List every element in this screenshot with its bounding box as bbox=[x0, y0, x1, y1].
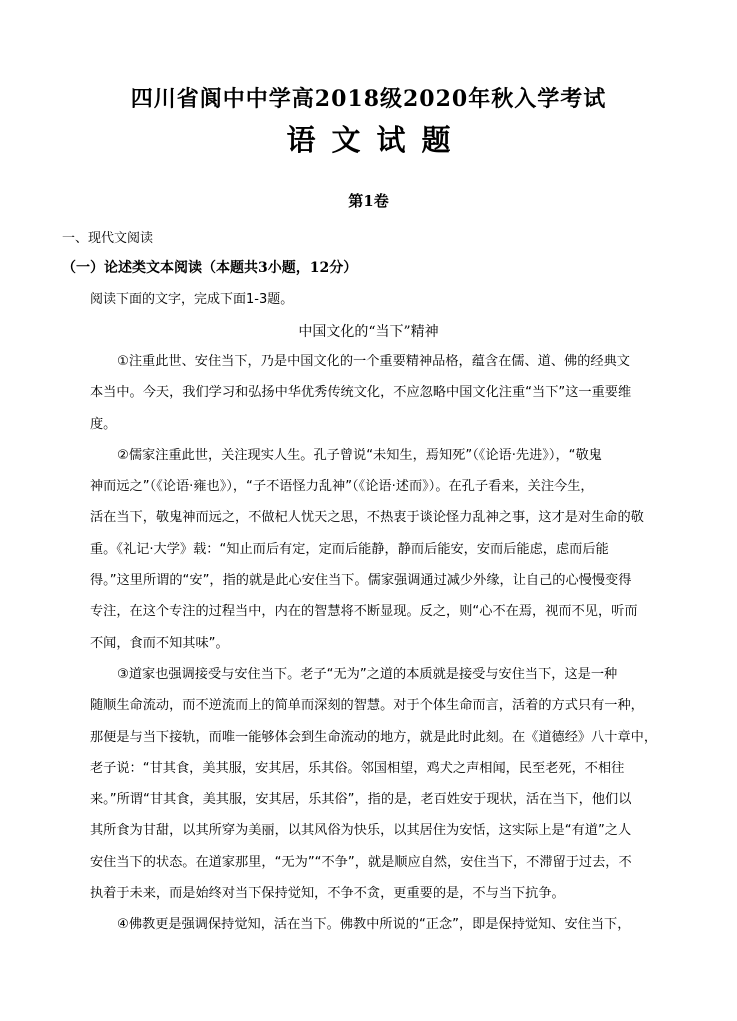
exam-title: 四川省阆中中学高2018级2020年秋入学考试 bbox=[130, 86, 607, 112]
paragraph-line: 重。《礼记·大学》载：“知止而后有定，定而后能静，静而后能安，安而后能虑，虑而后能 bbox=[90, 541, 609, 557]
paragraph-line: 不闻，食而不知其味”。 bbox=[90, 635, 229, 651]
paragraph-line: 随顺生命流动，而不逆流而上的简单而深刻的智慧。对于个体生命而言，活着的方式只有一种， bbox=[90, 698, 644, 714]
paragraph-line: 度。 bbox=[90, 416, 117, 432]
paragraph-line: ③道家也强调接受与安住当下。老子“无为”之道的本质就是接受与安住当下，这是一种 bbox=[117, 666, 618, 682]
paragraph-line: 得。”这里所谓的“安”，指的就是此心安住当下。儒家强调通过减少外缘，让自己的心慢慢变得 bbox=[90, 573, 632, 589]
paragraph-line: ①注重此世、安住当下，乃是中国文化的一个重要精神品格，蕴含在儒、道、佛的经典文 bbox=[117, 354, 630, 369]
paragraph-line: 活在当下，敬鬼神而远之，不做杞人忧天之思，不热衷于谈论怪力乱神之事，这才是对生命的敬 bbox=[90, 510, 644, 526]
paragraph-line: ②儒家注重此世，关注现实人生。孔子曾说“未知生，焉知死”（《论语·先进》），“敬鬼 bbox=[117, 447, 602, 463]
paragraph-line: 本当中。今天，我们学习和弘扬中华优秀传统文化，不应忽略中国文化注重“当下”这一重要维 bbox=[90, 385, 632, 401]
paragraph-line: 安住当下的状态。在道家那里，“无为”“不争”，就是顺应自然，安住当下，不滞留于过去，不 bbox=[90, 854, 632, 870]
paragraph-line: 执着于未来，而是始终对当下保持觉知，不争不贪，更重要的是，不与当下抗争。 bbox=[90, 886, 565, 902]
paragraph-line: ④佛教更是强调保持觉知，活在当下。佛教中所说的“正念”，即是保持觉知、安住当下， bbox=[117, 917, 631, 933]
paragraph-line: 神而远之”（《论语·雍也》），“子不语怪力乱神”（《论语·述而》）。在孔子看来，关注今生， bbox=[90, 479, 594, 495]
paragraph-line: 专注，在这个专注的过程当中，内在的智慧将不断显现。反之，则“心不在焉，视而不见，听而 bbox=[90, 604, 638, 620]
volume-label: 第1卷 bbox=[348, 192, 389, 210]
paragraph-line: 其所食为甘甜，以其所穿为美丽，以其风俗为快乐，以其居住为安恬，这实际上是“有道”之人 bbox=[90, 823, 632, 839]
reading-instruction: 阅读下面的文字，完成下面1-3题。 bbox=[90, 292, 294, 307]
subject-title: 语文试题 bbox=[286, 123, 467, 157]
section-heading: 一、现代文阅读 bbox=[62, 231, 154, 246]
article-title: 中国文化的“当下”精神 bbox=[298, 324, 439, 340]
paragraph-line: 那便是与当下接轨，而唯一能够体会到生命流动的地方，就是此时此刻。在《道德经》八十章中， bbox=[90, 729, 658, 745]
article-body bbox=[90, 346, 672, 941]
paragraph-line: 老子说：“甘其食，美其服，安其居，乐其俗。邻国相望，鸡犬之声相闻，民至老死，不相往 bbox=[90, 760, 625, 776]
paragraph-line: 来。”所谓“甘其食，美其服，安其居，乐其俗”，指的是，老百姓安于现状，活在当下，他们以 bbox=[90, 792, 632, 808]
subsection-heading: （一）论述类文本阅读（本题共3小题，12分） bbox=[62, 260, 358, 276]
